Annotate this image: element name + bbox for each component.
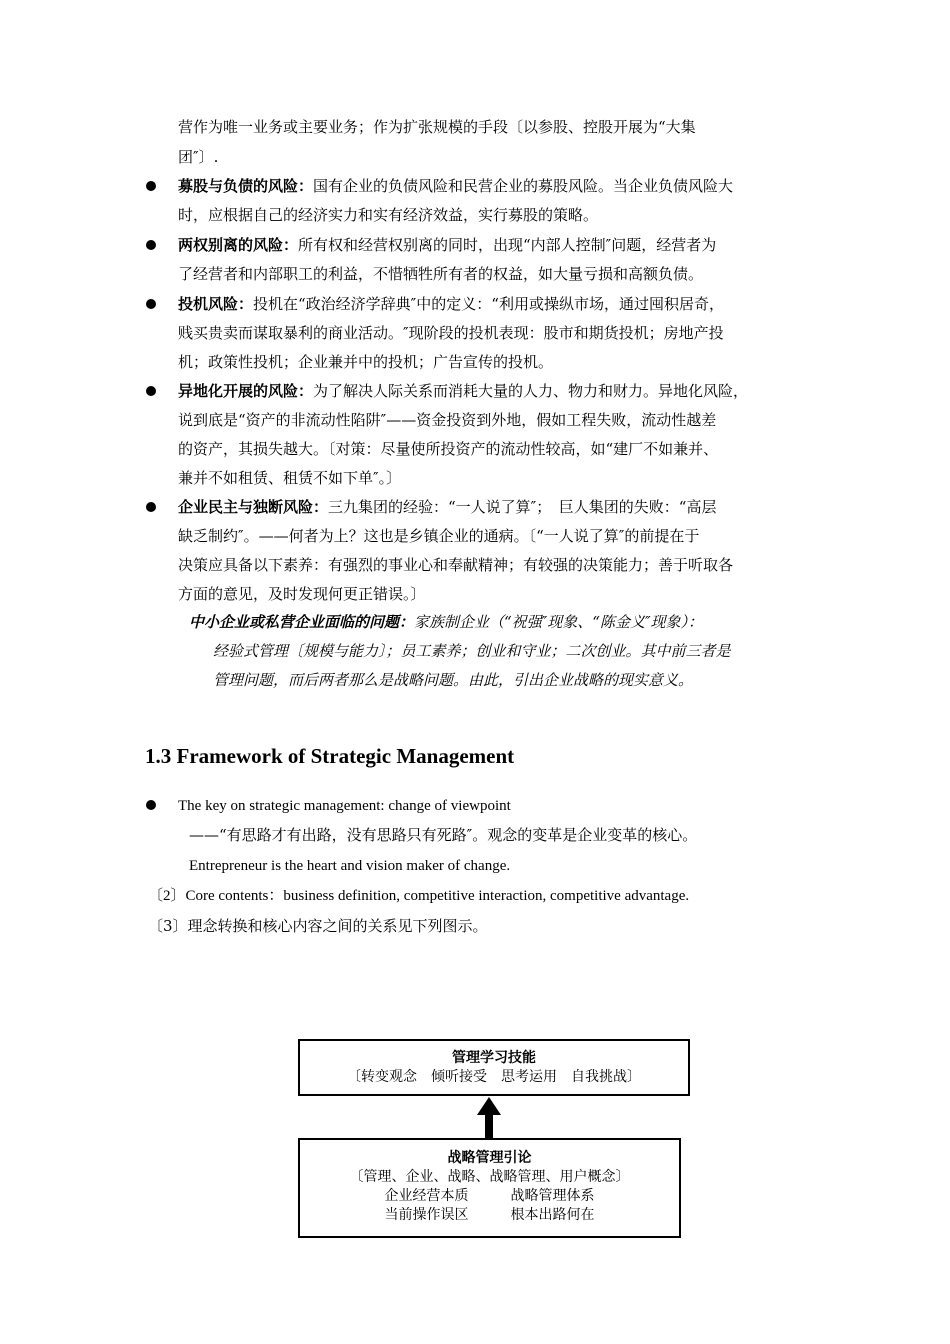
bullet-text: 为了解决人际关系而消耗大量的人力、物力和财力。异地化风险， <box>313 382 749 400</box>
bullet-title: 募股与负债的风险： <box>178 177 314 195</box>
paragraph-line: 管理问题，而后两者那么是战略问题。由此，引出企业战略的现实意义。 <box>213 671 694 689</box>
entrepreneur-line: Entrepreneur is the heart and vision maker of change. <box>189 858 511 874</box>
bullet-title: 两权别离的风险： <box>178 236 299 254</box>
arrow-shaft <box>485 1114 493 1138</box>
paragraph-line: 兼并不如租赁、租赁不如下单″。〕 <box>178 469 402 487</box>
bullet-item-democracy-risk <box>178 497 716 517</box>
bullet-item-relocation-risk <box>178 381 748 401</box>
paragraph-line: 说到底是“资产的非流动性陷阱″——资金投资到外地，假如工程失败，流动性越差 <box>178 411 717 429</box>
bullet-icon <box>146 181 156 191</box>
note-title: 中小企业或私营企业面临的问题： <box>189 613 415 631</box>
bullet-item-speculation-risk <box>178 294 724 314</box>
quote-line: ——“有思路才有出路，没有思路只有死路″。观念的变革是企业变革的核心。 <box>189 826 698 844</box>
box-title: 管理学习技能 <box>452 1050 536 1066</box>
box-line: 当前操作误区 根本出路何在 <box>384 1207 595 1223</box>
bullet-icon <box>146 386 156 396</box>
bullet-text: 国有企业的负债风险和民营企业的募股风险。当企业负债风险大 <box>313 177 734 195</box>
paragraph-line: 时，应根据自己的经济实力和实有经济效益，实行募股的策略。 <box>178 206 599 224</box>
arrow-up-icon <box>477 1097 501 1115</box>
paragraph-line: 的资产，其损失越大。〔对策：尽量使所投资产的流动性较高，如“建厂不如兼并、 <box>178 440 719 458</box>
paragraph-line: 机；政策性投机；企业兼并中的投机；广告宣传的投机。 <box>178 353 554 371</box>
section-heading: 1.3 Framework of Strategic Management <box>145 744 515 768</box>
diagram-intro-item: 〔3〕理念转换和核心内容之间的关系见下列图示。 <box>148 917 488 935</box>
bullet-key-viewpoint: The key on strategic management: change of viewpoint <box>178 798 511 814</box>
paragraph-line: 方面的意见，及时发现何更正错误。〕 <box>178 585 426 603</box>
paragraph-line: 团″〕. <box>178 148 219 166</box>
paragraph-line: 决策应具备以下素养：有强烈的事业心和奉献精神；有较强的决策能力；善于听取各 <box>178 556 734 574</box>
sme-problems-note <box>189 612 703 632</box>
bullet-icon <box>146 240 156 250</box>
bullet-icon <box>146 299 156 309</box>
box-line: 〔管理、企业、战略、战略管理、用户概念〕 <box>349 1169 630 1185</box>
bullet-text: 三九集团的经验：“一人说了算″； 巨人集团的失败：“高层 <box>328 498 717 516</box>
paragraph-line: 贱买贵卖而谋取暴利的商业活动。″现阶段的投机表现：股市和期货投机；房地产投 <box>178 324 724 342</box>
bullet-icon <box>146 502 156 512</box>
bullet-text: 所有权和经营权别离的同时，出现“内部人控制″问题，经营者为 <box>298 236 717 254</box>
note-text: 家族制企业（“祝强″现象、“陈金义″现象）： <box>414 613 704 631</box>
bullet-icon <box>146 800 156 810</box>
core-contents-item: 〔2〕Core contents：business definition, competitive interaction, competitive advantage. <box>148 888 690 904</box>
paragraph-line: 营作为唯一业务或主要业务；作为扩张规模的手段〔以参股、控股开展为“大集 <box>178 118 696 136</box>
box-title: 战略管理引论 <box>447 1150 532 1166</box>
bullet-title: 异地化开展的风险： <box>178 382 314 400</box>
paragraph-line: 经验式管理〔规模与能力〕；员工素养；创业和守业；二次创业。其中前三者是 <box>213 642 731 660</box>
bullet-item-debt-risk <box>178 176 733 196</box>
bullet-title: 企业民主与独断风险： <box>178 498 329 516</box>
bullet-item-separation-risk <box>178 235 716 255</box>
box-management-learning-skills <box>298 1039 690 1096</box>
box-strategic-management-intro <box>298 1138 681 1238</box>
bullet-text: 投机在“政治经济学辞典″中的定义：“利用或操纵市场，通过囤积居奇， <box>253 295 724 313</box>
box-subtitle: 〔转变观念 倾听接受 思考运用 自我挑战〕 <box>347 1069 641 1085</box>
paragraph-line: 了经营者和内部职工的利益，不惜牺牲所有者的权益，如大量亏损和高额负债。 <box>178 265 704 283</box>
bullet-title: 投机风险： <box>178 295 254 313</box>
paragraph-line: 缺乏制约″。——何者为上？这也是乡镇企业的通病。〔“一人说了算″的前提在于 <box>178 527 700 545</box>
box-line: 企业经营本质 战略管理体系 <box>384 1188 595 1204</box>
